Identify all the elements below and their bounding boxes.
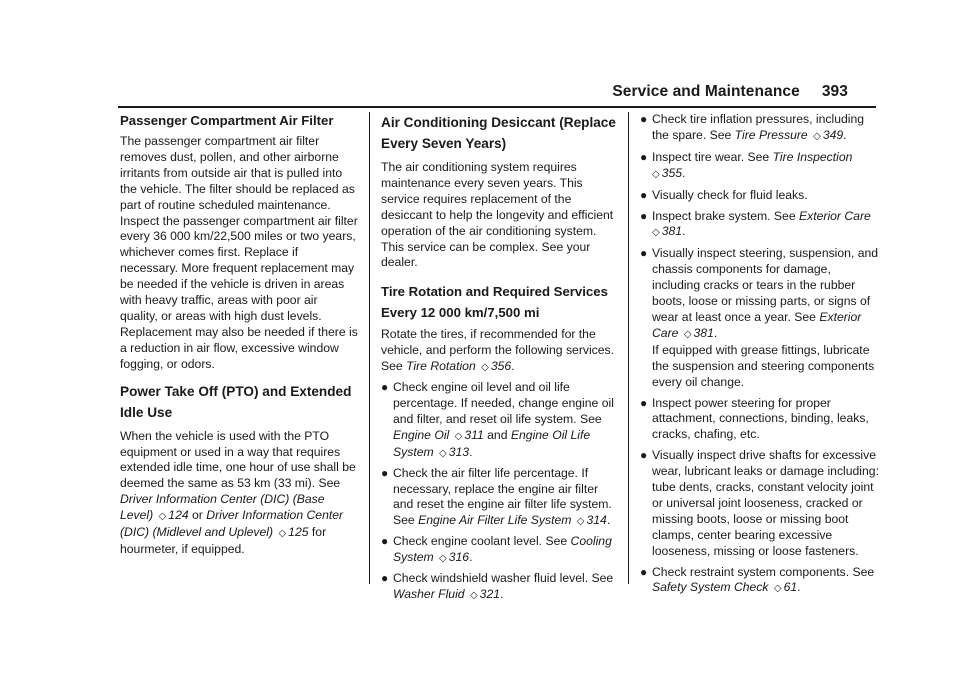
ref-link-engine-oil[interactable]: Engine Oil bbox=[393, 427, 450, 442]
page-arrow-icon: ◇ bbox=[439, 447, 447, 459]
bullet-icon: ● bbox=[640, 112, 648, 126]
list-item: ● Check windshield washer fluid level. See Washer Fluid ◇ 321. bbox=[381, 571, 614, 601]
page-arrow-icon: ◇ bbox=[481, 362, 489, 374]
ref-link-dic-base[interactable]: Driver Information Center (DIC) (Base Level) bbox=[120, 492, 325, 523]
column-left bbox=[120, 112, 358, 558]
ref-page[interactable]: 313 bbox=[448, 444, 470, 459]
bullet-icon: ● bbox=[640, 448, 648, 463]
page-arrow-icon: ◇ bbox=[469, 589, 478, 601]
column-divider bbox=[369, 112, 370, 584]
ref-page[interactable]: 381 bbox=[693, 325, 714, 340]
ref-link-tire-rotation[interactable]: Tire Rotation bbox=[406, 359, 476, 374]
bullet-icon: ● bbox=[381, 380, 389, 395]
ref-link-tire-pressure[interactable]: Tire Pressure bbox=[734, 127, 808, 142]
ref-link-exterior-care[interactable]: Exterior Care bbox=[652, 309, 862, 340]
page-arrow-icon: ◇ bbox=[278, 528, 287, 540]
ref-page[interactable]: 124 bbox=[168, 508, 189, 523]
service-list bbox=[381, 380, 619, 604]
ref-link-air-filter-life[interactable]: Engine Air Filter Life System bbox=[418, 513, 572, 528]
ref-page[interactable]: 381 bbox=[661, 224, 683, 239]
page-arrow-icon: ◇ bbox=[652, 227, 660, 239]
list-item: ● Check the air filter life percentage. If necessary, replace the engine air filter and reset the engine air filter life system. See Engine Air Filter Life System ◇ 314. bbox=[381, 465, 612, 528]
heading-pto: Power Take Off (PTO) and Extended Idle Use bbox=[120, 383, 352, 420]
bullet-icon: ● bbox=[640, 246, 648, 261]
list-item: ● Inspect power steering for proper attachment, connections, binding, leaks, cracks, chafing, etc. bbox=[640, 395, 869, 442]
ref-link-cooling[interactable]: Cooling System bbox=[393, 534, 612, 565]
bullet-icon: ● bbox=[640, 208, 648, 223]
heading-tire-rotation: Tire Rotation and Required Services Every 12 000 km/7,500 mi bbox=[381, 284, 608, 321]
list-item: ● Check engine oil level and oil life percentage. If needed, change engine oil and filter, and reset oil life system. See Engine Oil ◇ 311 and Engine Oil Life System ◇ 313. bbox=[381, 380, 614, 459]
bullet-icon: ● bbox=[640, 564, 648, 579]
ref-page[interactable]: 125 bbox=[288, 525, 309, 540]
page-arrow-icon: ◇ bbox=[683, 328, 692, 340]
list-item: ● Visually check for fluid leaks. bbox=[640, 187, 808, 202]
bullet-icon: ● bbox=[381, 465, 389, 480]
bullet-icon: ● bbox=[381, 534, 389, 549]
ref-page[interactable]: 355 bbox=[661, 165, 683, 180]
ref-page[interactable]: 321 bbox=[479, 586, 501, 601]
page-arrow-icon: ◇ bbox=[652, 168, 660, 180]
page-arrow-icon: ◇ bbox=[439, 553, 447, 565]
heading-air-filter: Passenger Compartment Air Filter bbox=[120, 113, 334, 128]
paragraph-tire: Rotate the tires, if recommended for the vehicle, and perform the following services. See Tire Rotation ◇ 356. bbox=[381, 327, 615, 374]
list-item: ● Inspect tire wear. See Tire Inspection ◇ 355. bbox=[640, 149, 853, 180]
ref-link-safety-system[interactable]: Safety System Check bbox=[652, 580, 769, 595]
bullet-icon: ● bbox=[381, 571, 389, 586]
page-arrow-icon: ◇ bbox=[158, 511, 167, 523]
page-arrow-icon: ◇ bbox=[813, 130, 821, 142]
bullet-icon: ● bbox=[640, 395, 648, 410]
ref-page[interactable]: 349 bbox=[822, 127, 844, 142]
ref-page[interactable]: 314 bbox=[586, 513, 607, 528]
bullet-icon: ● bbox=[640, 149, 648, 164]
section-title: Service and Maintenance bbox=[612, 83, 800, 100]
column-middle bbox=[381, 112, 619, 604]
ref-link-oil-life[interactable]: Engine Oil Life System bbox=[393, 427, 591, 459]
paragraph-pto: When the vehicle is used with the PTO equipment or used in a way that requires extended idle time, one hour of use shall be deemed the same as 53 km (33 mi). See Driver Information Center (DIC) (Base Level) ◇ 124 or Driver Information Center (DIC) (Midlevel and Uplevel) ◇ 125 for hourmeter, if equipped. bbox=[120, 428, 356, 556]
service-list-continued bbox=[640, 112, 880, 597]
list-item: ● Check tire inflation pressures, including the spare. See Tire Pressure ◇ 349. bbox=[640, 112, 865, 142]
ref-page[interactable]: 316 bbox=[448, 550, 470, 565]
column-right bbox=[640, 112, 880, 597]
paragraph-air-filter: The passenger compartment air filter removes dust, pollen, and other airborne irritants from outside air that is pulled into the vehicle. The filter should be replaced as part of routine scheduled maintenance. Inspect the passenger compartment air filter every 36 000 km/22,500 miles or two years, whichever comes first. Replace if necessary. More frequent replacement may be needed if the vehicle is driven in areas with heavy traffic, areas with poor air quality, or areas with high dust levels. Replacement may also be needed if there is a reduction in air flow, excessive window fogging, or odors. bbox=[120, 134, 358, 371]
ref-page[interactable]: 61 bbox=[783, 580, 798, 595]
ref-page[interactable]: 356 bbox=[490, 359, 512, 374]
header-rule bbox=[118, 106, 876, 108]
list-item: ● Visually inspect drive shafts for excessive wear, lubricant leaks or damage including: tube dents, cracks, constant velocity joint or universal joint looseness, cracked or missing boots, loose or missing boot clamps, center bearing excessive looseness, missing or loose fasteners. bbox=[640, 448, 879, 558]
column-divider bbox=[628, 112, 629, 584]
ref-link-dic-mid[interactable]: Driver Information Center (DIC) (Midlevel and Uplevel) bbox=[120, 508, 344, 540]
page-arrow-icon: ◇ bbox=[576, 516, 585, 528]
page-arrow-icon: ◇ bbox=[454, 430, 463, 442]
page-arrow-icon: ◇ bbox=[773, 583, 782, 595]
ref-link-exterior-care[interactable]: Exterior Care bbox=[799, 208, 871, 223]
list-item: ● Inspect brake system. See Exterior Care ◇ 381. bbox=[640, 208, 871, 239]
paragraph-ac: The air conditioning system requires maintenance every seven years. This service requires replacement of the desiccant to help the longevity and efficient operation of the air conditioning system. This service can be complex. See your dealer. bbox=[381, 160, 614, 270]
page-number: 393 bbox=[821, 83, 848, 100]
list-item: ● Visually inspect steering, suspension, and chassis components for damage, including cracks or tears in the rubber boots, loose or missing parts, or signs of wear at least once a year. See Exterior Care ◇ 381. If equipped with grease fittings, lubricate the suspension and steering components every oil change. bbox=[640, 246, 879, 389]
bullet-icon: ● bbox=[640, 187, 648, 202]
page-header bbox=[612, 83, 848, 101]
ref-link-tire-inspection[interactable]: Tire Inspection bbox=[772, 149, 853, 164]
heading-ac-desiccant: Air Conditioning Desiccant (Replace Every Seven Years) bbox=[381, 115, 616, 151]
ref-page[interactable]: 311 bbox=[464, 427, 484, 442]
list-item: ● Check engine coolant level. See Cooling System ◇ 316. bbox=[381, 534, 612, 565]
list-item: ● Check restraint system components. See Safety System Check ◇ 61. bbox=[640, 564, 875, 595]
ref-link-washer[interactable]: Washer Fluid bbox=[393, 586, 465, 601]
